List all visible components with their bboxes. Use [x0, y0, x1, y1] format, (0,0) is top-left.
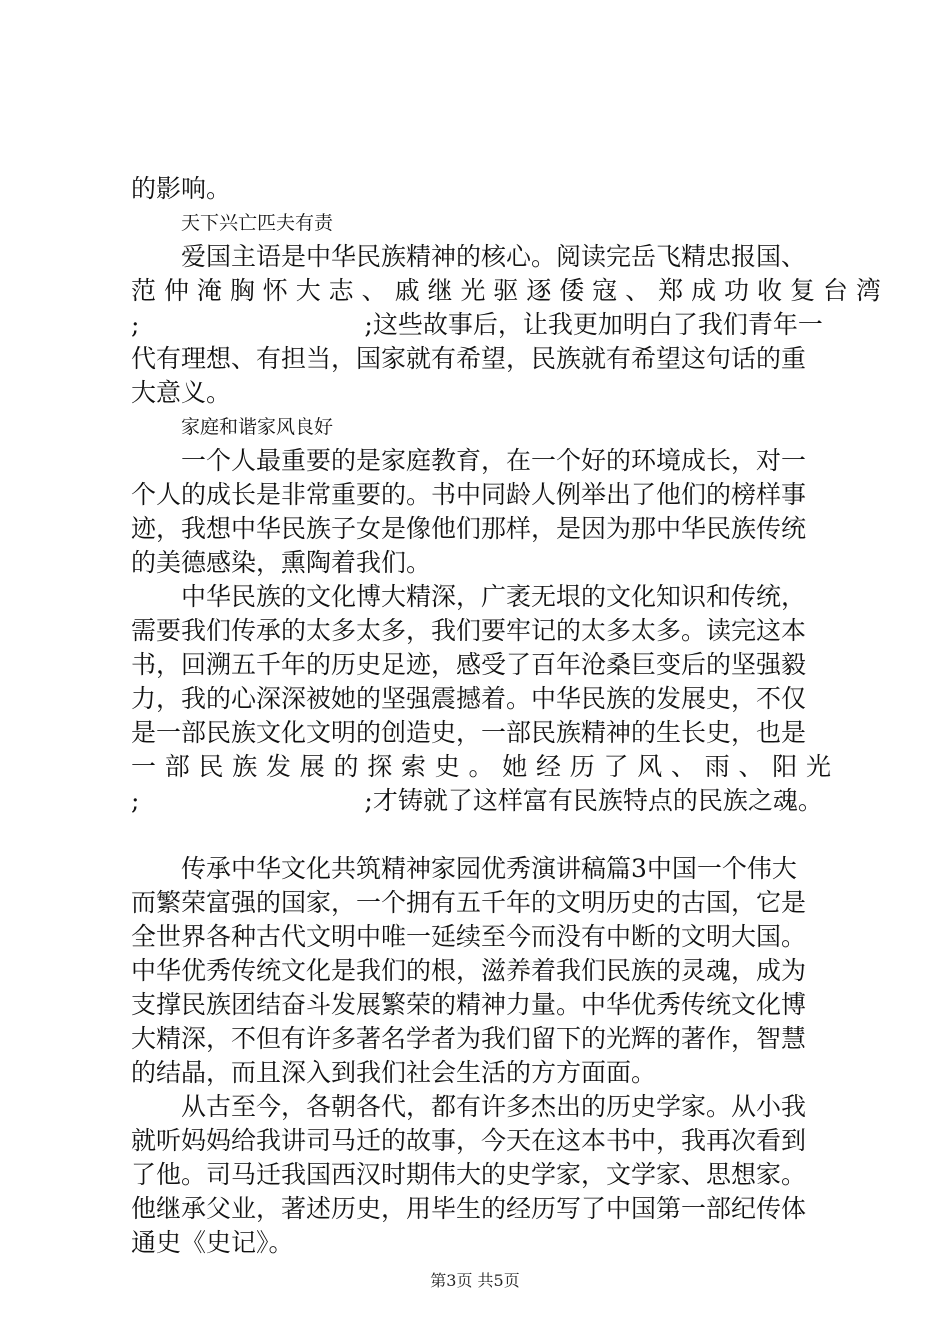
section-heading: 家庭和谐家风良好	[181, 416, 334, 438]
text-line: 他继承父业，著述历史，用毕生的经历写了中国第一部纪传体	[131, 1194, 807, 1223]
text-line: 书，回溯五千年的历史足迹，感受了百年沧桑巨变后的坚强毅	[131, 650, 807, 679]
text-line: 个人的成长是非常重要的。书中同龄人例举出了他们的榜样事	[131, 480, 807, 509]
text-line: 需要我们传承的太多太多，我们要牢记的太多太多。读完这本	[131, 616, 807, 645]
section-heading: 天下兴亡匹夫有责	[181, 212, 334, 234]
text-line: 一 部 民 族 发 展 的 探 索 史 。 她 经 历 了 风 、 雨 、 阳 光	[131, 752, 831, 781]
text-line: 就听妈妈给我讲司马迁的故事，今天在这本书中，我再次看到	[131, 1126, 807, 1155]
page-footer: 第3页 共5页	[430, 1271, 520, 1290]
text-line: 爱国主语是中华民族精神的核心。阅读完岳飞精忠报国、	[181, 242, 807, 271]
text-line: 一个人最重要的是家庭教育，在一个好的环境成长，对一	[181, 446, 807, 475]
text-line: 中华优秀传统文化是我们的根，滋养着我们民族的灵魂，成为	[131, 956, 807, 985]
text-line: 大精深，不但有许多著名学者为我们留下的光辉的著作，智慧	[131, 1024, 807, 1053]
text-line: 从古至今，各朝各代，都有许多杰出的历史学家。从小我	[181, 1092, 807, 1121]
text-line: 通史《史记》。	[131, 1228, 294, 1257]
text-line: 而繁荣富强的国家，一个拥有五千年的文明历史的古国，它是	[131, 888, 807, 917]
text-line: 代有理想、有担当，国家就有希望，民族就有希望这句话的重	[131, 344, 807, 373]
text-line: 中华民族的文化博大精深，广袤无垠的文化知识和传统，	[181, 582, 807, 611]
text-line: ; ;才铸就了这样富有民族特点的民族之魂。	[131, 786, 823, 815]
text-line: ; ;这些故事后，让我更加明白了我们青年一	[131, 310, 823, 339]
text-line: 的美德感染，熏陶着我们。	[131, 548, 432, 577]
text-line: 力，我的心深深被她的坚强震撼着。中华民族的发展史，不仅	[131, 684, 807, 713]
text-line: 的结晶，而且深入到我们社会生活的方方面面。	[131, 1058, 657, 1087]
text-line: 是一部民族文化文明的创造史，一部民族精神的生长史，也是	[131, 718, 807, 747]
text-line: 传承中华文化共筑精神家园优秀演讲稿篇3中国一个伟大	[181, 854, 797, 883]
text-line: 迹，我想中华民族子女是像他们那样，是因为那中华民族传统	[131, 514, 807, 543]
text-line: 的影响。	[131, 174, 232, 203]
text-line: 支撑民族团结奋斗发展繁荣的精神力量。中华优秀传统文化博	[131, 990, 807, 1019]
text-line: 大意义。	[131, 378, 232, 407]
text-line: 全世界各种古代文明中唯一延续至今而没有中断的文明大国。	[131, 922, 807, 951]
text-line: 了他。司马迁我国西汉时期伟大的史学家，文学家、思想家。	[131, 1160, 807, 1189]
text-line: 范 仲 淹 胸 怀 大 志 、 戚 继 光 驱 逐 倭 寇 、 郑 成 功 收 复 台 湾	[131, 276, 881, 305]
